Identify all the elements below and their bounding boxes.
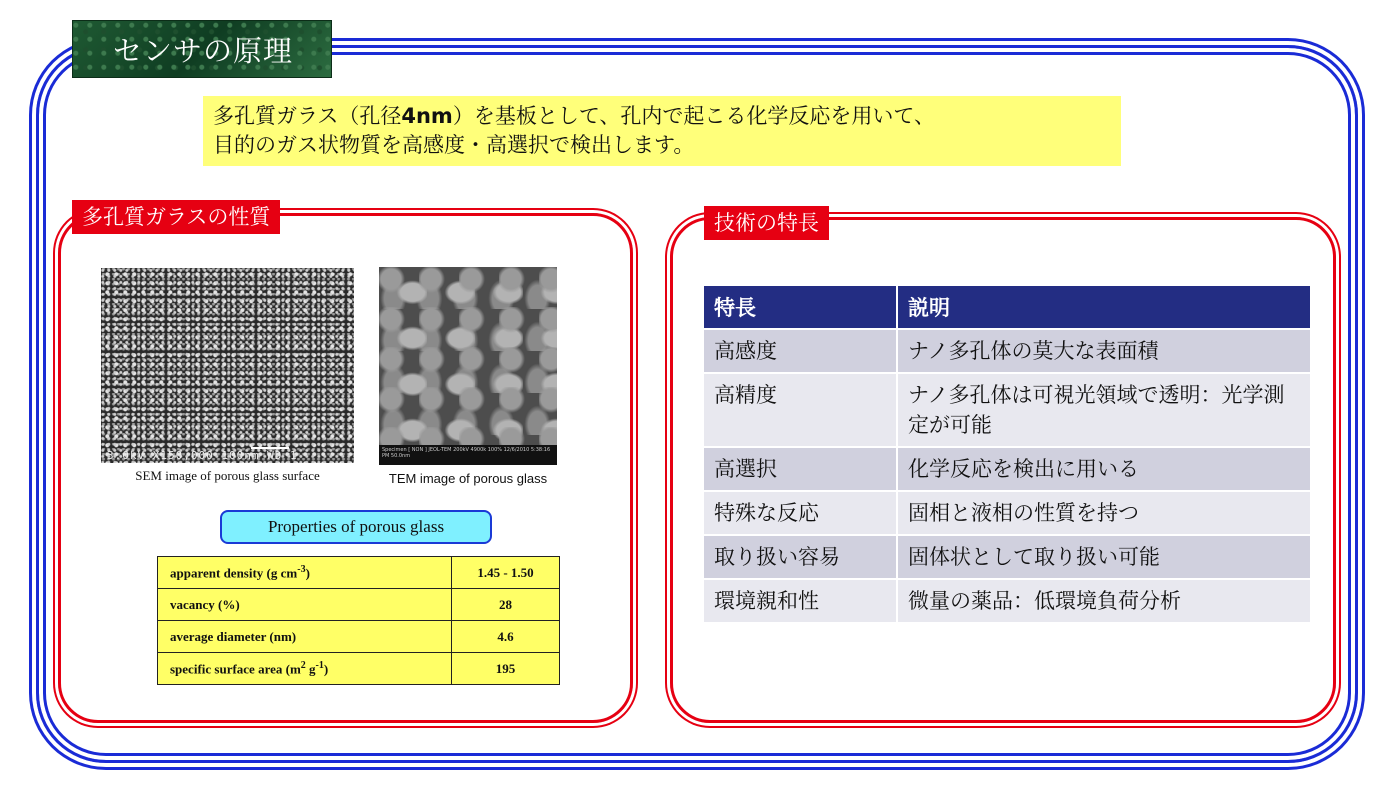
- intro-line-1-b: ）を基板として、孔内で起こる化学反応を用いて、: [452, 104, 935, 128]
- table-row: [158, 621, 560, 653]
- feature-cell: 高精度: [704, 373, 897, 447]
- intro-line-1-a: 多孔質ガラス（孔径: [213, 104, 402, 128]
- property-name: specific surface area ($m^2$ $g^{-1}$): [158, 653, 452, 685]
- property-value: 4.6: [452, 621, 560, 653]
- table-row: [158, 557, 560, 589]
- description-cell: 微量の薬品：低環境負荷分析: [897, 579, 1310, 623]
- tem-caption: TEM image of porous glass: [388, 471, 548, 486]
- features-table: [704, 286, 1310, 624]
- property-value: 28: [452, 589, 560, 621]
- table-row: [158, 589, 560, 621]
- intro-box: [203, 96, 1121, 166]
- description-cell: 固体状として取り扱い可能: [897, 535, 1310, 579]
- properties-table: [157, 556, 560, 685]
- intro-line-1-bold: 4nm: [401, 104, 453, 128]
- sem-caption: SEM image of porous glass surface: [135, 468, 320, 483]
- table-row: [704, 535, 1310, 579]
- description-cell: ナノ多孔体は可視光領域で透明：光学測定が可能: [897, 373, 1310, 447]
- description-cell: 固相と液相の性質を持つ: [897, 491, 1310, 535]
- porous-glass-panel-label: 多孔質ガラスの性質: [72, 200, 280, 234]
- description-cell: 化学反応を検出に用いる: [897, 447, 1310, 491]
- property-name: vacancy (%): [158, 589, 452, 621]
- intro-line-2: 目的のガス状物質を高感度・高選択で検出します。: [213, 133, 695, 157]
- table-row: [704, 491, 1310, 535]
- feature-cell: 特殊な反応: [704, 491, 897, 535]
- features-panel-label: 技術の特長: [704, 206, 829, 240]
- table-row: [158, 653, 560, 685]
- tem-image: [379, 267, 557, 465]
- intro-line-1: [213, 102, 1111, 131]
- column-header-feature: 特長: [704, 286, 897, 329]
- property-name: average diameter (nm): [158, 621, 452, 653]
- table-row: [704, 447, 1310, 491]
- column-header-description: 説明: [897, 286, 1310, 329]
- properties-label: Properties of porous glass: [220, 510, 492, 544]
- property-value: 195: [452, 653, 560, 685]
- description-cell: ナノ多孔体の莫大な表面積: [897, 329, 1310, 373]
- feature-cell: 高選択: [704, 447, 897, 491]
- tem-info-strip: Specimen [ NON ] JEOL-TEM 200kV 4900k 100% 12/6/2010 5:38:16 PM 50.0nm: [379, 445, 557, 465]
- feature-cell: 環境親和性: [704, 579, 897, 623]
- property-name: apparent density (g $cm^{-3}$): [158, 557, 452, 589]
- table-row: [704, 579, 1310, 623]
- property-value: 1.45 - 1.50: [452, 557, 560, 589]
- feature-cell: 高感度: [704, 329, 897, 373]
- sem-info-strip: 3.0kV X150,000 100nm WD 1: [107, 449, 298, 462]
- table-row: [704, 329, 1310, 373]
- page-title: センサの原理: [113, 33, 294, 68]
- title-plate: [72, 20, 332, 78]
- feature-cell: 取り扱い容易: [704, 535, 897, 579]
- table-row: [704, 373, 1310, 447]
- sem-image: [101, 268, 354, 463]
- table-header-row: [704, 286, 1310, 329]
